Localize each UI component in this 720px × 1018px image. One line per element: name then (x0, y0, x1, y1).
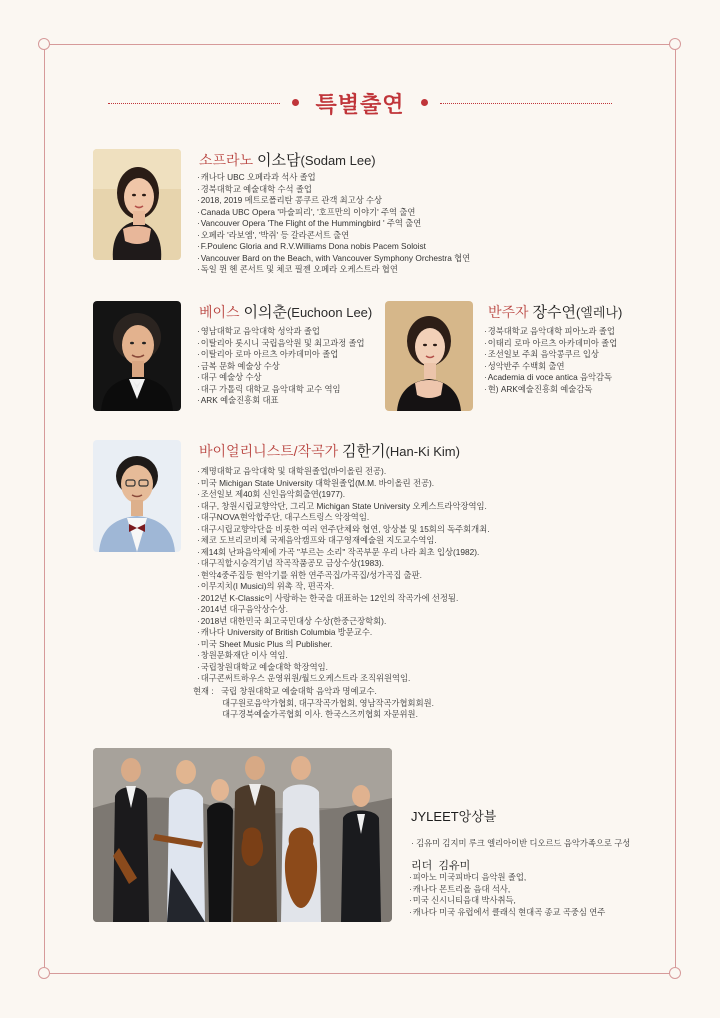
pianist-korean-name: 장수연 (532, 304, 576, 321)
list-item: · 경북대학교 음악대학 피아노과 졸업 (484, 326, 617, 338)
ensemble-leader (411, 857, 470, 873)
list-item: · 제14회 난파음악제에 가곡 "부르는 소리" 작곡부문 우리 나라 최초 입상(1982). (197, 547, 490, 559)
leader-name: 김유미 (438, 860, 471, 872)
present-line: 대구경북예술가곡협회 이사. 한국스즈끼협회 자문위원. (222, 709, 418, 719)
corner-ornament (669, 967, 681, 979)
heading-title: 특별출연 (315, 92, 405, 117)
soprano-photo (93, 149, 181, 260)
violinist-role: 바이얼리니스트/작곡가 (199, 443, 339, 459)
pianist-role: 반주자 (488, 304, 529, 320)
list-item: · 이탈리아 로마 아르츠 아카데미아 졸업 (197, 349, 365, 361)
section-heading (100, 88, 620, 118)
violinist-bio-list (197, 466, 490, 685)
list-item: · 2018, 2019 메트로폴리탄 콩쿠르 관객 최고상 수상 (197, 195, 470, 207)
list-item: · 2014년 대구음악상수상. (197, 604, 490, 616)
list-item: · 현악4중주집등 현악기를 위한 연주곡집/가곡집/성가곡집 출판. (197, 570, 490, 582)
list-item: · Vancouver Opera 'The Flight of the Hummingbird ' 주역 출연 (197, 218, 470, 230)
violinist-present-positions (193, 686, 434, 721)
list-item: · 체코 도브리코비체 국제음악캠프와 대구영재예술원 지도교수역임. (197, 535, 490, 547)
list-item: · 캐나다 미국 유럽에서 클래식 현대곡 종교 곡중심 연주 (409, 907, 605, 919)
list-item: · 캐나다 몬트리올 음대 석사, (409, 884, 605, 896)
list-item: · 대구 가톨릭 대학교 음악대학 교수 역임 (197, 384, 365, 396)
list-item: · 조선일보 제40회 신인음악회출연(1977). (197, 489, 490, 501)
present-label: 현재 : (193, 686, 214, 696)
list-item: · Academia di voce antica 음악감독 (484, 372, 617, 384)
bass-bio-list (197, 326, 365, 407)
list-item: · 계명대학교 음악대학 및 대학원졸업(바이올린 전공). (197, 466, 490, 478)
leader-role: 리더 (411, 860, 433, 872)
list-item: · 대구, 창원시립교향악단, 그리고 Michigan State University 오케스트라악장역임. (197, 501, 490, 513)
bass-photo (93, 301, 181, 411)
bass-role: 베이스 (199, 304, 240, 320)
list-item: · 국립창원대학교 예술대학 학장역임. (197, 662, 490, 674)
list-item: · 미국 신시니티음대 박사취득, (409, 895, 605, 907)
present-line: 대구원로음악가협회, 대구작곡가협회, 영남작곡가협회회원. (222, 697, 434, 708)
list-item: · 독일 뮌 헨 콘서트 및 체코 필젠 오페라 오케스트라 협연 (197, 264, 470, 276)
corner-ornament (38, 38, 50, 50)
list-item: · 금복 문화 예술상 수상 (197, 361, 365, 373)
pianist-name (488, 301, 622, 322)
list-item: · 조선일보 주최 음악콩쿠르 입상 (484, 349, 617, 361)
list-item: · 대구NOVA현악합주단, 대구스트링스 악장역임. (197, 512, 490, 524)
list-item: · 캐나다 UBC 오페라과 석사 졸업 (197, 172, 470, 184)
list-item: · 2012년 K-Classic이 사랑하는 한국을 대표하는 12인의 작곡가에 선정됨. (197, 593, 490, 605)
list-item: · 성악반주 수백회 출연 (484, 361, 617, 373)
bass-name (199, 301, 372, 322)
soprano-role: 소프라노 (199, 152, 254, 168)
list-item: · 2018년 대한민국 최고국민대상 수상(한중근장학회). (197, 616, 490, 628)
violinist-name (199, 440, 460, 461)
pianist-photo (385, 301, 473, 411)
bullet-dot (421, 99, 428, 106)
present-line: 국립 창원대학교 예술대학 음악과 명예교수. (221, 686, 377, 696)
list-item: · Vancouver Bard on the Beach, with Vancouver Symphony Orchestra 협연 (197, 253, 470, 265)
list-item: · 이태리 로마 아르츠 아카데미아 졸업 (484, 338, 617, 350)
violinist-photo (93, 440, 181, 552)
list-item: · 창원문화재단 이사 역임. (197, 650, 490, 662)
list-item: · 대구시립교향악단을 비롯한 여러 연주단체와 협연, 앙상블 및 15회의 독주회개최. (197, 524, 490, 536)
dotted-rule (440, 103, 612, 104)
list-item: · 현) ARK예술진흥회 예술감독 (484, 384, 617, 396)
list-item: · 경북대학교 예술대학 수석 졸업 (197, 184, 470, 196)
corner-ornament (669, 38, 681, 50)
list-item: · F.Poulenc Gloria and R.V.Williams Dona nobis Pacem Soloist (197, 241, 470, 253)
soprano-name (199, 149, 376, 170)
list-item: · 이무지치(I Musici)의 위촉 작, 편곡자. (197, 581, 490, 593)
list-item: · 대구직할시승격기념 작곡작품공모 금상수상(1983). (197, 558, 490, 570)
soprano-english-name: (Sodam Lee) (300, 153, 376, 168)
list-item: · 오페라 '라보엠', '박쥐' 등 갈라콘서트 출연 (197, 230, 470, 242)
list-item: · 미국 Michigan State University 대학원졸업(M.M. 바이올린 전공). (197, 478, 490, 490)
ensemble-photo (93, 748, 392, 922)
ensemble-description-text: 김유미 김지미 루크 엘리아이반 디오르드 음악가족으로 구성 (416, 838, 631, 848)
corner-ornament (38, 967, 50, 979)
list-item: · 피아노 미국피바디 음악원 졸업, (409, 872, 605, 884)
violinist-english-name: (Han-Ki Kim) (385, 444, 460, 459)
list-item: · 캐나다 University of British Columbia 방문교수. (197, 627, 490, 639)
list-item: · 대구 예술상 수상 (197, 372, 365, 384)
soprano-bio-list (197, 172, 470, 276)
ensemble-leader-bio-list (409, 872, 605, 918)
pianist-english-name: (엘레나) (575, 305, 623, 320)
bass-english-name: (Euchoon Lee) (286, 305, 373, 320)
soprano-korean-name: 이소담 (257, 152, 301, 169)
ensemble-description: · 김유미 김지미 루크 엘리아이반 디오르드 음악가족으로 구성 (411, 838, 631, 848)
list-item: · 이탈리아 롯시니 국립음악원 및 최고과정 졸업 (197, 338, 365, 350)
violinist-korean-name: 김한기 (342, 443, 386, 460)
bass-korean-name: 이의춘 (243, 304, 287, 321)
list-item: · 대구콘써트하우스 운영위원/월드오케스트라 조직위원역임. (197, 673, 490, 685)
list-item: · Canada UBC Opera '마술피리', '호프만의 이야기' 주역 출연 (197, 207, 470, 219)
list-item: · ARK 예술진흥회 대표 (197, 395, 365, 407)
ensemble-name: JYLEET앙상블 (411, 809, 497, 824)
list-item: · 미국 Sheet Music Plus 의 Publisher. (197, 639, 490, 651)
pianist-bio-list (484, 326, 617, 395)
list-item: · 영남대학교 음악대학 성악과 졸업 (197, 326, 365, 338)
